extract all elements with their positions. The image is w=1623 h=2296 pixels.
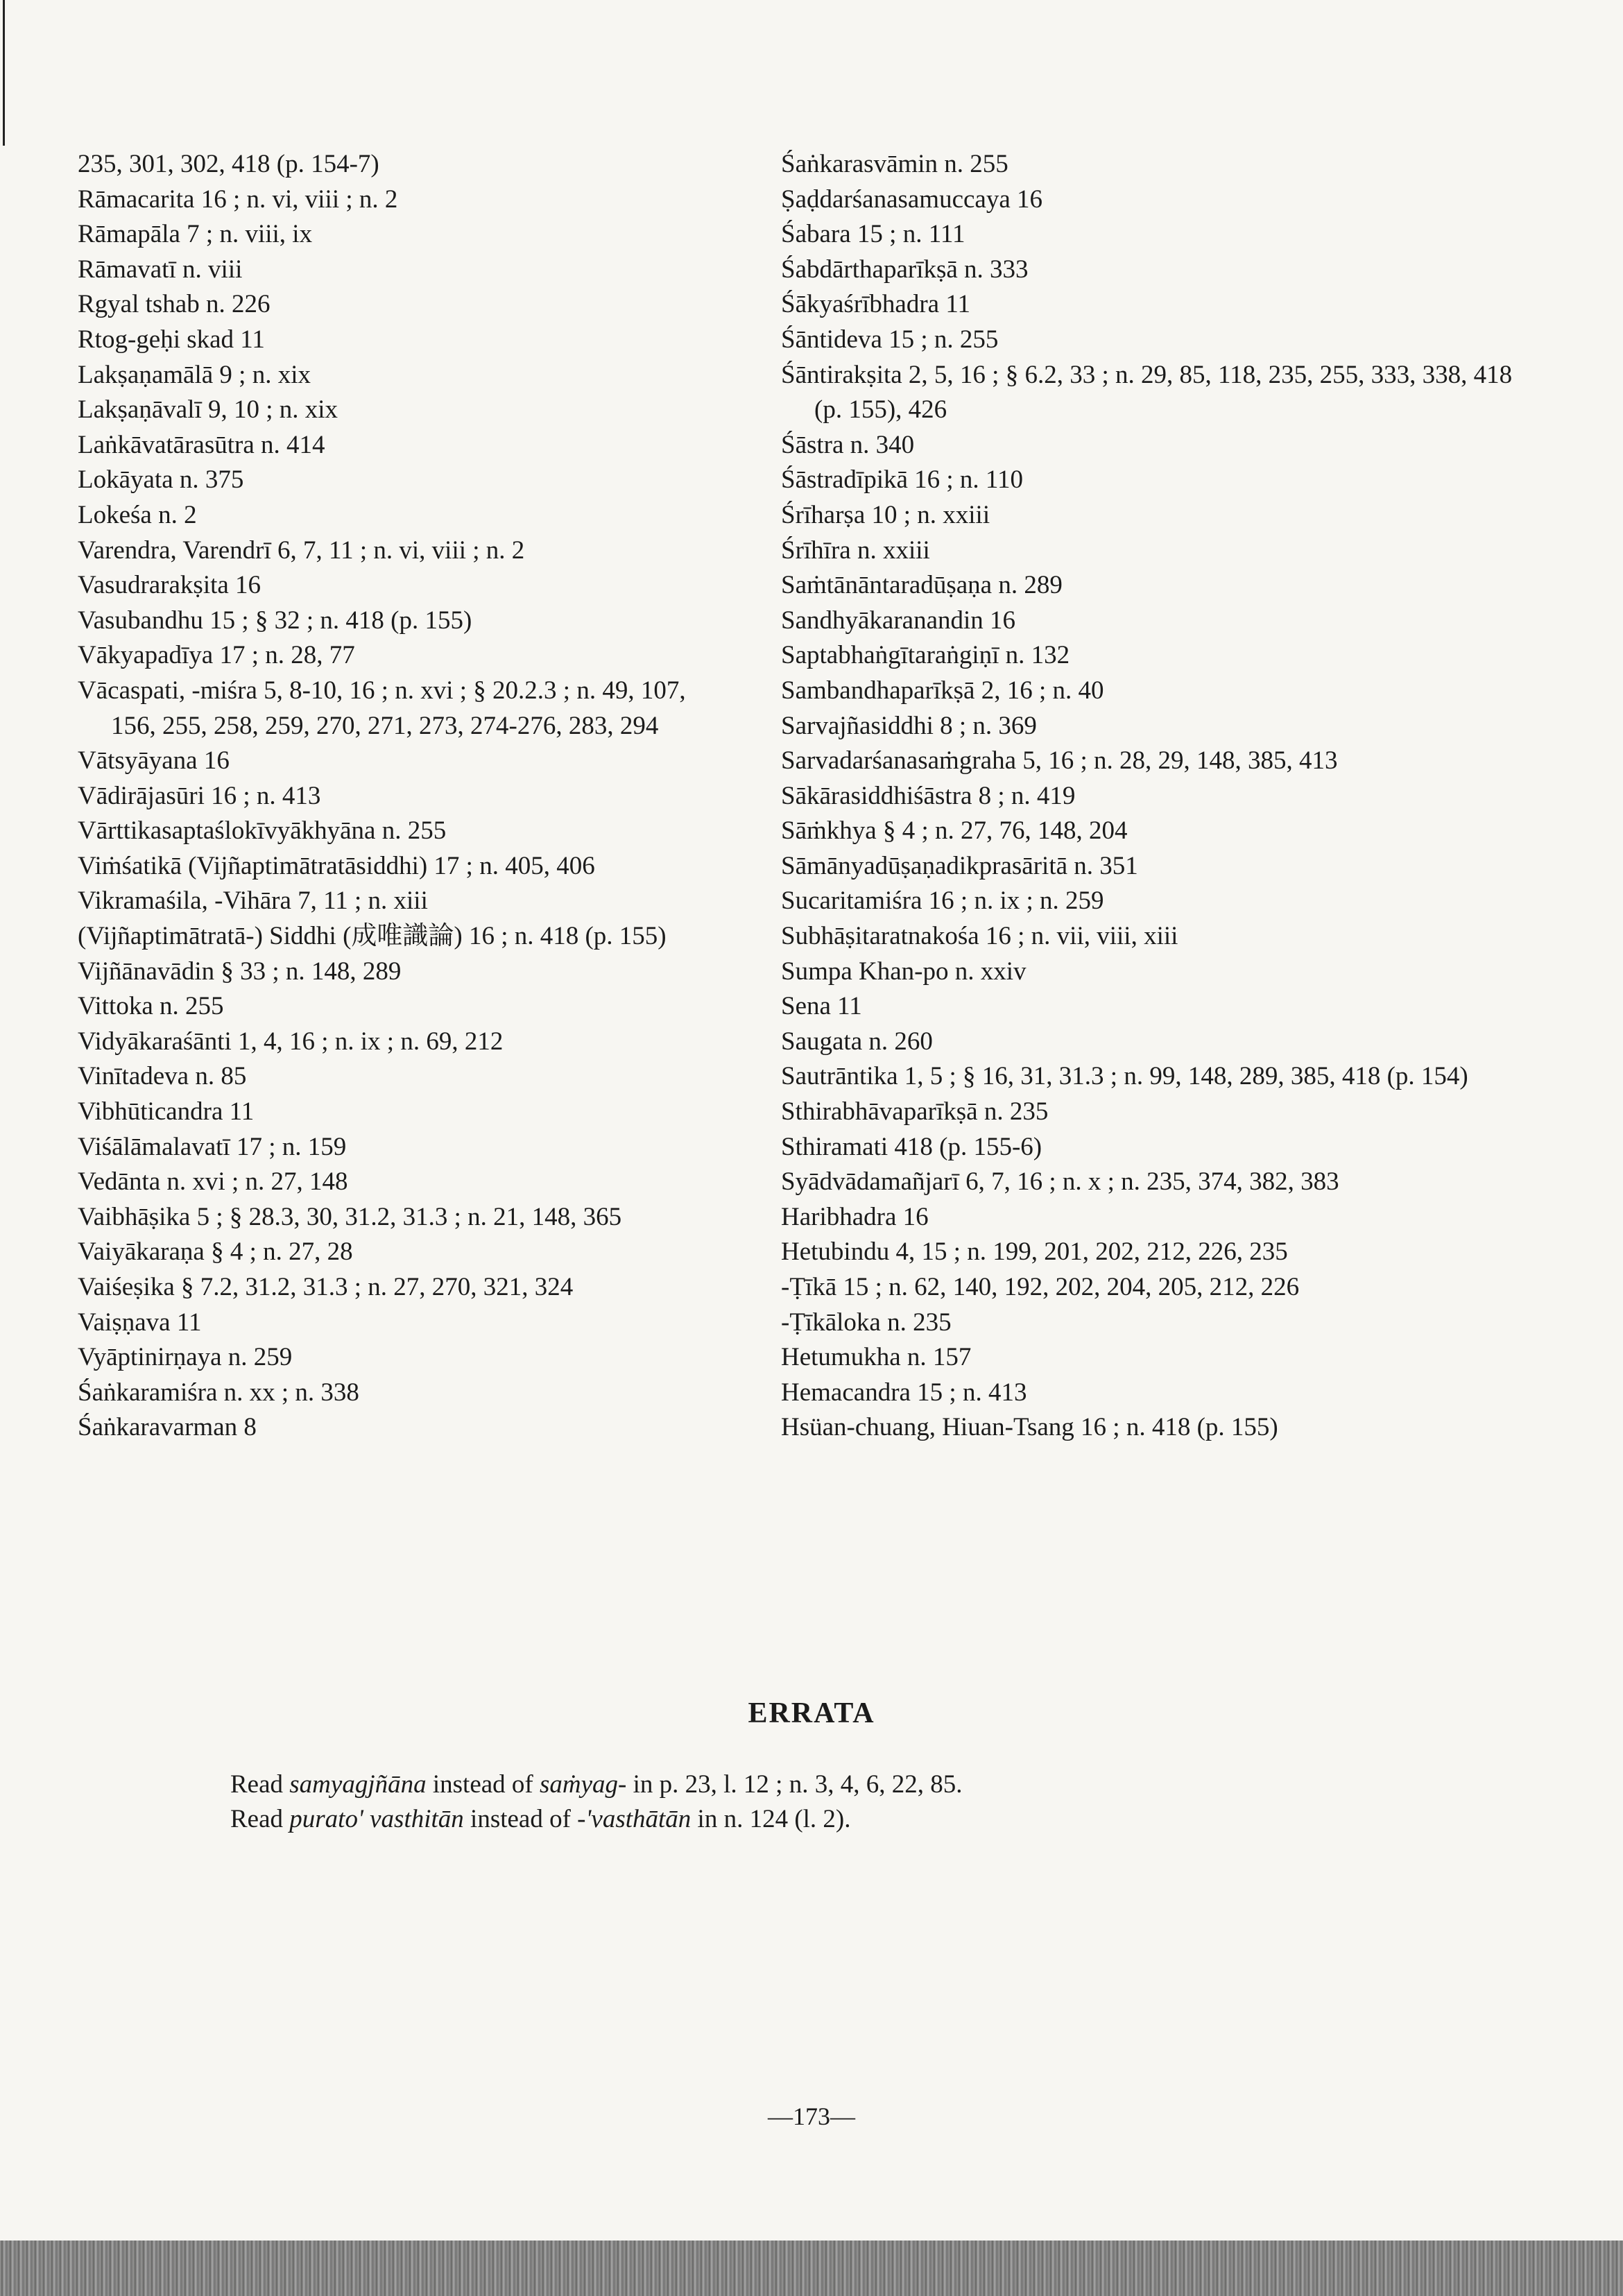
index-left-column [78,147,737,1446]
index-entry: Sautrāntika 1, 5 ; § 16, 31, 31.3 ; n. 99, 148, 289, 385, 418 (p. 154) [781,1062,1468,1091]
index-right-column [781,147,1544,1446]
index-entry: Rāmacarita 16 ; n. vi, viii ; n. 2 [78,185,398,214]
index-entry: Sena 11 [781,992,862,1021]
errata-location: in p. 23, l. 12 ; n. 3, 4, 6, 22, 85. [633,1770,963,1799]
index-entry: Śabdārthaparīkṣā n. 333 [781,255,1029,284]
index-entry: Sthirabhāvaparīkṣā n. 235 [781,1097,1049,1126]
index-entry: Sandhyākaranandin 16 [781,606,1016,635]
index-entry: Syādvādamañjarī 6, 7, 16 ; n. x ; n. 235, 374, 382, 383 [781,1167,1339,1197]
index-entry: Vātsyāyana 16 [78,746,230,776]
index-entry: Śrīharṣa 10 ; n. xxiii [781,500,990,529]
errata-wrong-form: saṁyag- [539,1770,627,1799]
errata-read: Read [230,1805,284,1833]
index-entry: Rāmavatī n. viii [78,255,243,284]
index-entry: Śrīhīra n. xxiii [781,536,930,565]
index-entry: 235, 301, 302, 418 (p. 154-7) [78,150,379,178]
index-entry: Viṁśatikā (Vijñaptimātratāsiddhi) 17 ; n. 405, 406 [78,851,595,880]
index-entry: Vasudrarakṣita 16 [78,571,261,600]
index-entry: Lokāyata n. 375 [78,465,244,495]
index-entry: Laṅkāvatārasūtra n. 414 [78,430,325,459]
index-entry: Vittoka n. 255 [78,992,224,1021]
index-entry: Saṁtānāntaradūṣaṇa n. 289 [781,571,1063,600]
index-entry: Sāṁkhya § 4 ; n. 27, 76, 148, 204 [781,816,1128,846]
index-entry: Vyāptinirṇaya n. 259 [78,1343,293,1372]
index-entry: Hsüan-chuang, Hiuan-Tsang 16 ; n. 418 (p. 155) [781,1413,1278,1442]
index-entry: Sākārasiddhiśāstra 8 ; n. 419 [781,781,1076,810]
index-entry: Rāmapāla 7 ; n. viii, ix [78,220,313,249]
index-entry: Sucaritamiśra 16 ; n. ix ; n. 259 [781,886,1104,916]
index-entry: Vinītadeva n. 85 [78,1062,247,1091]
index-entry: Vaiśeṣika § 7.2, 31.2, 31.3 ; n. 27, 270, 321, 324 [78,1273,574,1301]
index-entry: Vaiṣṇava 11 [78,1308,202,1337]
scan-border-noise [0,2241,1623,2296]
index-entry: -Ṭīkāloka n. 235 [781,1308,952,1337]
index-entry: Śaṅkaravarman 8 [78,1413,257,1442]
index-entry: Saugata n. 260 [781,1027,933,1056]
index-entry: Sumpa Khan-po n. xxiv [781,957,1027,986]
index-entry: Śaṅkarasvāmin n. 255 [781,150,1008,178]
index-entry: Śāntideva 15 ; n. 255 [781,325,999,354]
index-entry: (Vijñaptimātratā-) Siddhi (成唯識論) 16 ; n. 418 (p. 155) [78,922,667,951]
index-entry: Vidyākaraśānti 1, 4, 16 ; n. ix ; n. 69, 212 [78,1027,504,1056]
errata-wrong-form: -'vasthātān [577,1805,692,1833]
index-entry: Vibhūticandra 11 [78,1097,255,1126]
index-entry: Varendra, Varendrī 6, 7, 11 ; n. vi, viii ; n. 2 [78,536,525,565]
index-entry: Saptabhaṅgītaraṅgiṇī n. 132 [781,641,1070,670]
errata-correct-form: samyagjñāna [289,1770,427,1799]
errata-line [230,1802,962,1837]
index-entry: Śāstra n. 340 [781,430,915,459]
index-entry: Rtog-geḥi skad 11 [78,325,265,354]
index-entry: Sarvadarśanasaṁgraha 5, 16 ; n. 28, 29, 148, 385, 413 [781,746,1338,776]
index-entry: Sarvajñasiddhi 8 ; n. 369 [781,711,1037,740]
index-entry: Hetubindu 4, 15 ; n. 199, 201, 202, 212, 226, 235 [781,1237,1288,1267]
errata-instead: instead of [470,1805,571,1833]
index-entry: Vārttikasaptaślokīvyākhyāna n. 255 [78,816,447,846]
errata-line [230,1767,962,1802]
index-entry: Śāstradīpikā 16 ; n. 110 [781,465,1024,495]
index-entry: Subhāṣitaratnakośa 16 ; n. vii, viii, xiii [781,922,1178,951]
index-entry: Vasubandhu 15 ; § 32 ; n. 418 (p. 155) [78,606,472,635]
index-entry: Rgyal tshab n. 226 [78,290,270,319]
index-entry: Viśālāmalavatī 17 ; n. 159 [78,1132,347,1161]
errata-list [230,1767,962,1837]
page-number: —173— [768,2102,855,2130]
errata-read: Read [230,1770,284,1799]
index-entry: Lokeśa n. 2 [78,500,197,529]
index-entry: Sambandhaparīkṣā 2, 16 ; n. 40 [781,676,1104,705]
index-entry: Hemacandra 15 ; n. 413 [781,1378,1027,1407]
index-entry: Vikramaśila, -Vihāra 7, 11 ; n. xiii [78,886,428,916]
index-entry: Sthiramati 418 (p. 155-6) [781,1132,1042,1161]
errata-heading: ERRATA [748,1697,875,1729]
index-entry: Vedānta n. xvi ; n. 27, 148 [78,1167,348,1197]
errata-instead: instead of [432,1770,533,1799]
index-entry: Vaiyākaraṇa § 4 ; n. 27, 28 [78,1237,353,1267]
index-entry: Lakṣaṇamālā 9 ; n. xix [78,360,311,389]
index-entry: Haribhadra 16 [781,1202,929,1231]
errata-location: in n. 124 (l. 2). [697,1805,851,1833]
index-entry: Śākyaśrībhadra 11 [781,290,970,319]
index-entry: Vākyapadīya 17 ; n. 28, 77 [78,641,355,670]
index-entry: Lakṣaṇāvalī 9, 10 ; n. xix [78,395,338,425]
index-entry: Śaṅkaramiśra n. xx ; n. 338 [78,1378,359,1407]
index-entry: Vaibhāṣika 5 ; § 28.3, 30, 31.2, 31.3 ; n. 21, 148, 365 [78,1202,622,1231]
index-entry: Vijñānavādin § 33 ; n. 148, 289 [78,957,402,986]
index-entry: -Ṭīkā 15 ; n. 62, 140, 192, 202, 204, 205, 212, 226 [781,1273,1300,1301]
index-entry: Ṣaḍdarśanasamuccaya 16 [781,185,1043,214]
index-entry: Śāntirakṣita 2, 5, 16 ; § 6.2, 33 ; n. 29, 85, 118, 235, 255, 333, 338, 418 (p. 155), 426 [781,360,1513,425]
index-entry: Vācaspati, -miśra 5, 8-10, 16 ; n. xvi ; § 20.2.3 ; n. 49, 107, 156, 255, 258, 259, 270, 271, 273, 274-276, 283, 294 [78,676,686,740]
index-entry: Hetumukha n. 157 [781,1343,972,1372]
scan-edge-rule [3,0,5,146]
index-entry: Sāmānyadūṣaṇadikprasāritā n. 351 [781,851,1138,880]
errata-correct-form: purato' vasthitān [289,1805,464,1833]
index-entry: Vādirājasūri 16 ; n. 413 [78,781,321,810]
index-entry: Śabara 15 ; n. 111 [781,220,965,249]
